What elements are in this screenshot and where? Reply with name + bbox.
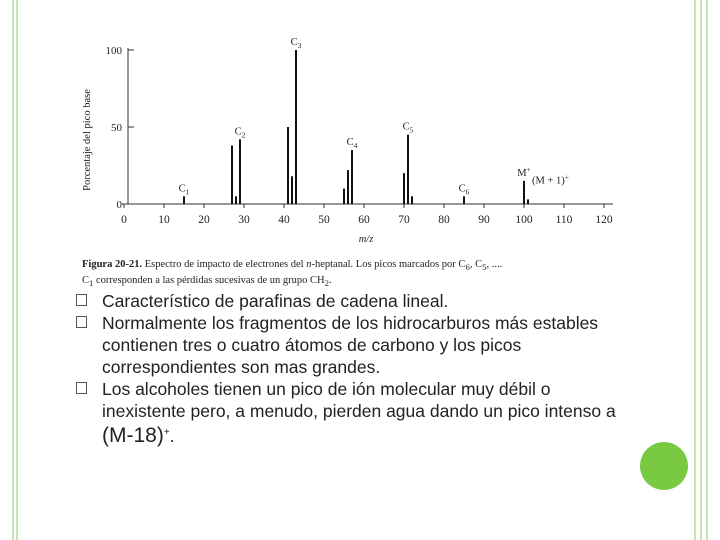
caption-label: Figura 20-21. xyxy=(82,259,143,270)
peak-label-m-plus-1: (M + 1)+ xyxy=(532,172,569,187)
caption-text-c: , .... xyxy=(486,259,503,270)
caption-text-a: Espectro de impacto de electrones del xyxy=(142,259,307,270)
peak-label: $C_5$ xyxy=(402,121,414,135)
x-tick-label: 90 xyxy=(478,214,490,226)
x-axis-label: m/z xyxy=(358,234,374,245)
bullet-formula-after: . xyxy=(169,425,175,446)
x-tick-label: 20 xyxy=(198,214,210,226)
bullet-text: Normalmente los fragmentos de los hidrocarburos más estables contienen tres o cuatro átomos de carbono y los picos correspondientes son mas grandes. xyxy=(102,313,599,377)
caption-line2-c: C xyxy=(82,275,90,287)
figure-caption xyxy=(82,258,642,290)
bullet-formula-sup: + xyxy=(163,427,170,438)
bullet-box-icon xyxy=(76,316,87,328)
bullet-box-icon xyxy=(76,382,87,394)
left-decorative-border xyxy=(12,0,18,540)
bullet-formula: (M-18) xyxy=(102,423,164,447)
x-tick-label: 110 xyxy=(555,214,573,226)
x-tick-label: 0 xyxy=(121,214,127,226)
y-tick-label: 0 xyxy=(116,199,122,211)
peak-label: $C_1$ xyxy=(178,183,190,197)
peak-label: $C_4$ xyxy=(346,137,358,151)
bullet-box-icon xyxy=(76,294,87,306)
x-tick-label: 40 xyxy=(278,214,290,226)
right-decorative-border xyxy=(694,0,708,540)
x-tick-label: 80 xyxy=(438,214,450,226)
peak-label: $C_2$ xyxy=(234,126,246,140)
caption-text-b: -heptanal. Los picos marcados por C xyxy=(311,259,466,270)
caption-sub6: 6 xyxy=(465,262,470,273)
y-tick-label: 50 xyxy=(111,122,122,134)
bullet-item xyxy=(76,290,636,312)
x-tick-label: 120 xyxy=(595,214,613,226)
caption-sub5: 5 xyxy=(482,262,487,273)
y-tick-label: 100 xyxy=(105,45,122,57)
x-tick-label: 60 xyxy=(358,214,370,226)
bullet-item xyxy=(76,312,636,378)
caption-text-d: corresponden a las pérdidas sucesivas de un grupo CH xyxy=(93,275,325,287)
bullet-list xyxy=(76,290,636,447)
bullet-item xyxy=(76,378,636,447)
caption-n-prefix: n xyxy=(306,259,312,270)
caption-sub2: 2 xyxy=(324,278,329,289)
peak-label: M+ xyxy=(517,164,531,179)
mass-spectrum-chart xyxy=(78,30,638,245)
y-axis-label: Porcentaje del pico base xyxy=(82,89,93,191)
decorative-green-circle xyxy=(640,442,688,490)
peak-label: $C_3$ xyxy=(290,37,302,50)
x-tick-label: 100 xyxy=(515,214,533,226)
caption-sub1: 1 xyxy=(89,278,94,289)
bullet-text: Los alcoholes tienen un pico de ión molecular muy débil o inexistente pero, a menudo, pierden agua dando un pico intenso a xyxy=(102,379,616,421)
x-tick-label: 50 xyxy=(318,214,330,226)
caption-end: . xyxy=(329,275,332,287)
x-tick-label: 70 xyxy=(398,214,410,226)
x-tick-label: 30 xyxy=(238,214,250,226)
caption-comma: , C xyxy=(469,259,483,270)
x-tick-label: 10 xyxy=(158,214,170,226)
bullet-text: Característico de parafinas de cadena lineal. xyxy=(102,291,449,311)
peak-label: $C_6$ xyxy=(458,183,470,197)
